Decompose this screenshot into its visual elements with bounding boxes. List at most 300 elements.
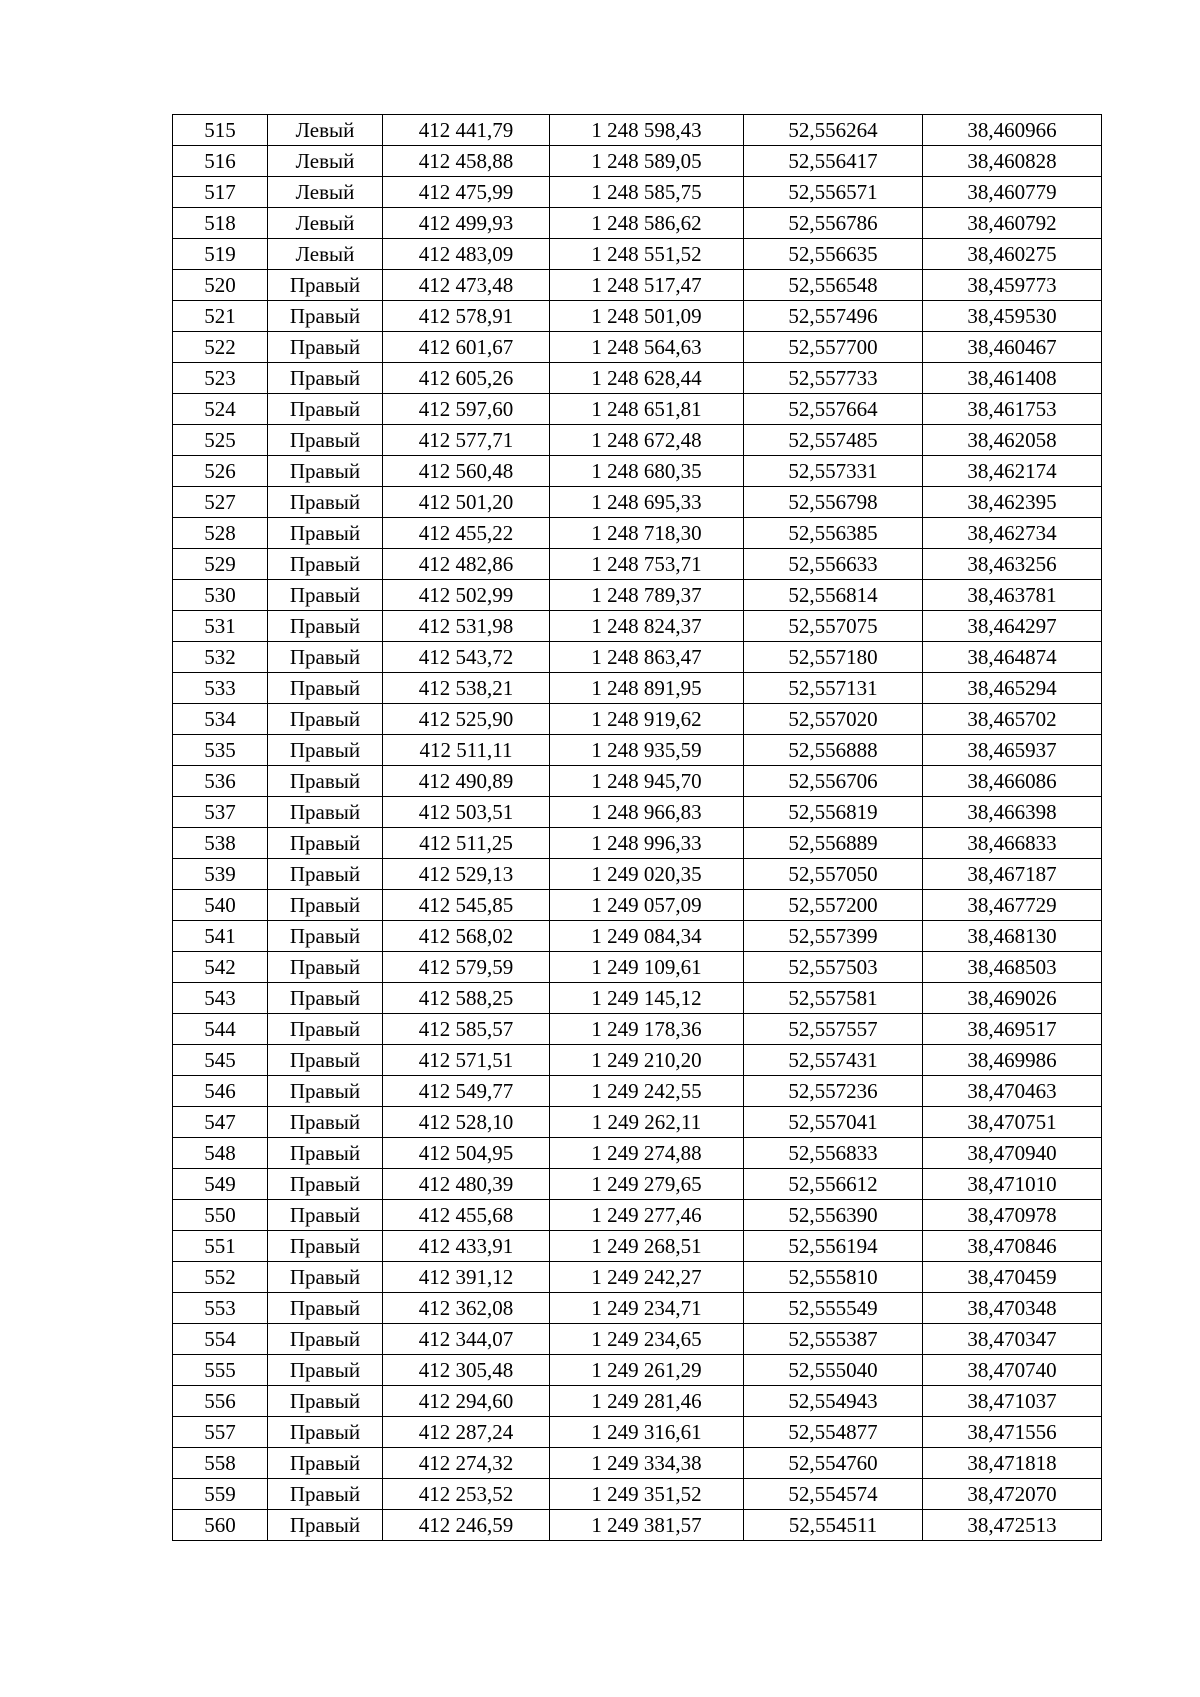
coord-y-cell: 1 249 109,61 xyxy=(550,952,744,983)
side-cell: Правый xyxy=(268,1169,383,1200)
table-row xyxy=(173,425,1102,456)
coord-y-cell: 1 249 274,88 xyxy=(550,1138,744,1169)
point-number-cell: 547 xyxy=(173,1107,268,1138)
longitude-cell: 38,469026 xyxy=(923,983,1102,1014)
side-cell: Правый xyxy=(268,425,383,456)
point-number-cell: 521 xyxy=(173,301,268,332)
table-row xyxy=(173,1324,1102,1355)
coord-x-cell: 412 601,67 xyxy=(383,332,550,363)
coord-x-cell: 412 473,48 xyxy=(383,270,550,301)
table-row xyxy=(173,642,1102,673)
side-cell: Правый xyxy=(268,1510,383,1541)
table-row xyxy=(173,580,1102,611)
longitude-cell: 38,472513 xyxy=(923,1510,1102,1541)
point-number-cell: 558 xyxy=(173,1448,268,1479)
table-row xyxy=(173,828,1102,859)
longitude-cell: 38,462734 xyxy=(923,518,1102,549)
side-cell: Правый xyxy=(268,611,383,642)
side-cell: Правый xyxy=(268,332,383,363)
coord-x-cell: 412 455,22 xyxy=(383,518,550,549)
point-number-cell: 515 xyxy=(173,115,268,146)
point-number-cell: 530 xyxy=(173,580,268,611)
coord-y-cell: 1 249 351,52 xyxy=(550,1479,744,1510)
latitude-cell: 52,556633 xyxy=(744,549,923,580)
point-number-cell: 541 xyxy=(173,921,268,952)
table-row xyxy=(173,332,1102,363)
latitude-cell: 52,557664 xyxy=(744,394,923,425)
point-number-cell: 516 xyxy=(173,146,268,177)
table-row xyxy=(173,1262,1102,1293)
point-number-cell: 551 xyxy=(173,1231,268,1262)
point-number-cell: 535 xyxy=(173,735,268,766)
coord-y-cell: 1 249 281,46 xyxy=(550,1386,744,1417)
point-number-cell: 546 xyxy=(173,1076,268,1107)
latitude-cell: 52,556635 xyxy=(744,239,923,270)
side-cell: Правый xyxy=(268,1076,383,1107)
side-cell: Правый xyxy=(268,983,383,1014)
side-cell: Правый xyxy=(268,1107,383,1138)
latitude-cell: 52,556833 xyxy=(744,1138,923,1169)
latitude-cell: 52,554574 xyxy=(744,1479,923,1510)
table-row xyxy=(173,859,1102,890)
side-cell: Правый xyxy=(268,1417,383,1448)
coord-x-cell: 412 571,51 xyxy=(383,1045,550,1076)
longitude-cell: 38,461753 xyxy=(923,394,1102,425)
coord-y-cell: 1 248 966,83 xyxy=(550,797,744,828)
point-number-cell: 525 xyxy=(173,425,268,456)
longitude-cell: 38,471010 xyxy=(923,1169,1102,1200)
latitude-cell: 52,557503 xyxy=(744,952,923,983)
coord-x-cell: 412 246,59 xyxy=(383,1510,550,1541)
latitude-cell: 52,555040 xyxy=(744,1355,923,1386)
latitude-cell: 52,557496 xyxy=(744,301,923,332)
side-cell: Правый xyxy=(268,1200,383,1231)
side-cell: Левый xyxy=(268,208,383,239)
coord-x-cell: 412 531,98 xyxy=(383,611,550,642)
coord-y-cell: 1 249 268,51 xyxy=(550,1231,744,1262)
point-number-cell: 529 xyxy=(173,549,268,580)
table-row xyxy=(173,704,1102,735)
latitude-cell: 52,555549 xyxy=(744,1293,923,1324)
side-cell: Правый xyxy=(268,1293,383,1324)
coord-y-cell: 1 249 279,65 xyxy=(550,1169,744,1200)
longitude-cell: 38,470846 xyxy=(923,1231,1102,1262)
point-number-cell: 534 xyxy=(173,704,268,735)
coord-x-cell: 412 305,48 xyxy=(383,1355,550,1386)
table-row xyxy=(173,921,1102,952)
coord-y-cell: 1 249 242,55 xyxy=(550,1076,744,1107)
latitude-cell: 52,557431 xyxy=(744,1045,923,1076)
side-cell: Правый xyxy=(268,673,383,704)
coord-x-cell: 412 511,25 xyxy=(383,828,550,859)
side-cell: Правый xyxy=(268,828,383,859)
point-number-cell: 560 xyxy=(173,1510,268,1541)
point-number-cell: 524 xyxy=(173,394,268,425)
coord-x-cell: 412 502,99 xyxy=(383,580,550,611)
coord-y-cell: 1 249 210,20 xyxy=(550,1045,744,1076)
side-cell: Правый xyxy=(268,549,383,580)
coord-y-cell: 1 248 824,37 xyxy=(550,611,744,642)
table-row xyxy=(173,487,1102,518)
longitude-cell: 38,462058 xyxy=(923,425,1102,456)
coord-x-cell: 412 585,57 xyxy=(383,1014,550,1045)
latitude-cell: 52,557236 xyxy=(744,1076,923,1107)
coord-y-cell: 1 248 718,30 xyxy=(550,518,744,549)
side-cell: Правый xyxy=(268,1138,383,1169)
latitude-cell: 52,557700 xyxy=(744,332,923,363)
longitude-cell: 38,471556 xyxy=(923,1417,1102,1448)
latitude-cell: 52,556548 xyxy=(744,270,923,301)
coord-x-cell: 412 441,79 xyxy=(383,115,550,146)
longitude-cell: 38,470463 xyxy=(923,1076,1102,1107)
coordinates-table xyxy=(172,114,1102,1541)
table-row xyxy=(173,1138,1102,1169)
coord-y-cell: 1 248 672,48 xyxy=(550,425,744,456)
longitude-cell: 38,460467 xyxy=(923,332,1102,363)
point-number-cell: 536 xyxy=(173,766,268,797)
coord-x-cell: 412 511,11 xyxy=(383,735,550,766)
coord-x-cell: 412 578,91 xyxy=(383,301,550,332)
side-cell: Правый xyxy=(268,890,383,921)
point-number-cell: 554 xyxy=(173,1324,268,1355)
longitude-cell: 38,464297 xyxy=(923,611,1102,642)
coord-y-cell: 1 249 234,71 xyxy=(550,1293,744,1324)
side-cell: Правый xyxy=(268,766,383,797)
latitude-cell: 52,556194 xyxy=(744,1231,923,1262)
coord-x-cell: 412 525,90 xyxy=(383,704,550,735)
side-cell: Правый xyxy=(268,1355,383,1386)
point-number-cell: 555 xyxy=(173,1355,268,1386)
point-number-cell: 556 xyxy=(173,1386,268,1417)
coord-x-cell: 412 344,07 xyxy=(383,1324,550,1355)
coord-x-cell: 412 455,68 xyxy=(383,1200,550,1231)
longitude-cell: 38,463256 xyxy=(923,549,1102,580)
side-cell: Правый xyxy=(268,1262,383,1293)
table-row xyxy=(173,1479,1102,1510)
point-number-cell: 553 xyxy=(173,1293,268,1324)
coord-x-cell: 412 294,60 xyxy=(383,1386,550,1417)
coord-x-cell: 412 545,85 xyxy=(383,890,550,921)
point-number-cell: 550 xyxy=(173,1200,268,1231)
coord-y-cell: 1 249 057,09 xyxy=(550,890,744,921)
side-cell: Правый xyxy=(268,1386,383,1417)
point-number-cell: 520 xyxy=(173,270,268,301)
latitude-cell: 52,557581 xyxy=(744,983,923,1014)
coord-y-cell: 1 248 589,05 xyxy=(550,146,744,177)
coord-y-cell: 1 249 084,34 xyxy=(550,921,744,952)
table-row xyxy=(173,456,1102,487)
side-cell: Правый xyxy=(268,301,383,332)
table-row xyxy=(173,239,1102,270)
latitude-cell: 52,556612 xyxy=(744,1169,923,1200)
table-row xyxy=(173,518,1102,549)
point-number-cell: 533 xyxy=(173,673,268,704)
point-number-cell: 522 xyxy=(173,332,268,363)
coord-y-cell: 1 248 996,33 xyxy=(550,828,744,859)
latitude-cell: 52,554760 xyxy=(744,1448,923,1479)
table-row xyxy=(173,1510,1102,1541)
table-row xyxy=(173,1200,1102,1231)
coord-x-cell: 412 549,77 xyxy=(383,1076,550,1107)
table-row xyxy=(173,673,1102,704)
point-number-cell: 548 xyxy=(173,1138,268,1169)
table-row xyxy=(173,363,1102,394)
latitude-cell: 52,554511 xyxy=(744,1510,923,1541)
latitude-cell: 52,555810 xyxy=(744,1262,923,1293)
coord-x-cell: 412 605,26 xyxy=(383,363,550,394)
coord-y-cell: 1 249 277,46 xyxy=(550,1200,744,1231)
coord-y-cell: 1 248 517,47 xyxy=(550,270,744,301)
point-number-cell: 531 xyxy=(173,611,268,642)
side-cell: Правый xyxy=(268,363,383,394)
table-row xyxy=(173,1293,1102,1324)
point-number-cell: 557 xyxy=(173,1417,268,1448)
longitude-cell: 38,468130 xyxy=(923,921,1102,952)
coord-x-cell: 412 362,08 xyxy=(383,1293,550,1324)
coord-x-cell: 412 480,39 xyxy=(383,1169,550,1200)
coord-x-cell: 412 504,95 xyxy=(383,1138,550,1169)
table-row xyxy=(173,1045,1102,1076)
coord-x-cell: 412 577,71 xyxy=(383,425,550,456)
coord-y-cell: 1 248 695,33 xyxy=(550,487,744,518)
longitude-cell: 38,461408 xyxy=(923,363,1102,394)
longitude-cell: 38,462395 xyxy=(923,487,1102,518)
coord-y-cell: 1 249 178,36 xyxy=(550,1014,744,1045)
table-row xyxy=(173,549,1102,580)
side-cell: Правый xyxy=(268,1045,383,1076)
longitude-cell: 38,462174 xyxy=(923,456,1102,487)
coord-x-cell: 412 458,88 xyxy=(383,146,550,177)
coord-x-cell: 412 490,89 xyxy=(383,766,550,797)
table-row xyxy=(173,611,1102,642)
coord-y-cell: 1 248 753,71 xyxy=(550,549,744,580)
point-number-cell: 543 xyxy=(173,983,268,1014)
side-cell: Правый xyxy=(268,735,383,766)
point-number-cell: 518 xyxy=(173,208,268,239)
longitude-cell: 38,469517 xyxy=(923,1014,1102,1045)
coord-x-cell: 412 391,12 xyxy=(383,1262,550,1293)
point-number-cell: 545 xyxy=(173,1045,268,1076)
side-cell: Правый xyxy=(268,642,383,673)
side-cell: Правый xyxy=(268,859,383,890)
latitude-cell: 52,556819 xyxy=(744,797,923,828)
latitude-cell: 52,556786 xyxy=(744,208,923,239)
point-number-cell: 532 xyxy=(173,642,268,673)
coord-y-cell: 1 249 242,27 xyxy=(550,1262,744,1293)
latitude-cell: 52,556417 xyxy=(744,146,923,177)
latitude-cell: 52,557485 xyxy=(744,425,923,456)
longitude-cell: 38,466398 xyxy=(923,797,1102,828)
side-cell: Правый xyxy=(268,704,383,735)
coord-y-cell: 1 248 891,95 xyxy=(550,673,744,704)
coord-x-cell: 412 543,72 xyxy=(383,642,550,673)
latitude-cell: 52,557131 xyxy=(744,673,923,704)
side-cell: Левый xyxy=(268,146,383,177)
longitude-cell: 38,459773 xyxy=(923,270,1102,301)
latitude-cell: 52,555387 xyxy=(744,1324,923,1355)
table-row xyxy=(173,208,1102,239)
coord-y-cell: 1 248 863,47 xyxy=(550,642,744,673)
latitude-cell: 52,557733 xyxy=(744,363,923,394)
coord-x-cell: 412 501,20 xyxy=(383,487,550,518)
point-number-cell: 540 xyxy=(173,890,268,921)
table-row xyxy=(173,890,1102,921)
longitude-cell: 38,470978 xyxy=(923,1200,1102,1231)
side-cell: Левый xyxy=(268,115,383,146)
table-row xyxy=(173,1014,1102,1045)
side-cell: Правый xyxy=(268,1448,383,1479)
point-number-cell: 538 xyxy=(173,828,268,859)
coord-x-cell: 412 483,09 xyxy=(383,239,550,270)
side-cell: Правый xyxy=(268,394,383,425)
longitude-cell: 38,463781 xyxy=(923,580,1102,611)
longitude-cell: 38,472070 xyxy=(923,1479,1102,1510)
coord-x-cell: 412 568,02 xyxy=(383,921,550,952)
coord-x-cell: 412 482,86 xyxy=(383,549,550,580)
latitude-cell: 52,557180 xyxy=(744,642,923,673)
coord-y-cell: 1 248 501,09 xyxy=(550,301,744,332)
latitude-cell: 52,554943 xyxy=(744,1386,923,1417)
point-number-cell: 523 xyxy=(173,363,268,394)
side-cell: Правый xyxy=(268,921,383,952)
latitude-cell: 52,557050 xyxy=(744,859,923,890)
latitude-cell: 52,556814 xyxy=(744,580,923,611)
table-row xyxy=(173,115,1102,146)
coord-y-cell: 1 248 935,59 xyxy=(550,735,744,766)
longitude-cell: 38,460779 xyxy=(923,177,1102,208)
table-row xyxy=(173,1076,1102,1107)
table-row xyxy=(173,177,1102,208)
side-cell: Правый xyxy=(268,518,383,549)
longitude-cell: 38,471037 xyxy=(923,1386,1102,1417)
coord-x-cell: 412 597,60 xyxy=(383,394,550,425)
coord-y-cell: 1 249 381,57 xyxy=(550,1510,744,1541)
latitude-cell: 52,556888 xyxy=(744,735,923,766)
side-cell: Правый xyxy=(268,487,383,518)
point-number-cell: 539 xyxy=(173,859,268,890)
side-cell: Левый xyxy=(268,177,383,208)
longitude-cell: 38,470740 xyxy=(923,1355,1102,1386)
longitude-cell: 38,464874 xyxy=(923,642,1102,673)
latitude-cell: 52,557557 xyxy=(744,1014,923,1045)
side-cell: Правый xyxy=(268,1479,383,1510)
longitude-cell: 38,460275 xyxy=(923,239,1102,270)
side-cell: Правый xyxy=(268,270,383,301)
longitude-cell: 38,470348 xyxy=(923,1293,1102,1324)
coord-y-cell: 1 249 316,61 xyxy=(550,1417,744,1448)
side-cell: Правый xyxy=(268,456,383,487)
point-number-cell: 544 xyxy=(173,1014,268,1045)
latitude-cell: 52,556571 xyxy=(744,177,923,208)
coord-y-cell: 1 248 564,63 xyxy=(550,332,744,363)
longitude-cell: 38,465702 xyxy=(923,704,1102,735)
coord-y-cell: 1 248 628,44 xyxy=(550,363,744,394)
coord-y-cell: 1 248 945,70 xyxy=(550,766,744,797)
table-row xyxy=(173,952,1102,983)
coord-x-cell: 412 528,10 xyxy=(383,1107,550,1138)
longitude-cell: 38,459530 xyxy=(923,301,1102,332)
side-cell: Правый xyxy=(268,1324,383,1355)
coord-x-cell: 412 560,48 xyxy=(383,456,550,487)
coord-y-cell: 1 248 680,35 xyxy=(550,456,744,487)
point-number-cell: 517 xyxy=(173,177,268,208)
longitude-cell: 38,471818 xyxy=(923,1448,1102,1479)
table-row xyxy=(173,766,1102,797)
coord-x-cell: 412 538,21 xyxy=(383,673,550,704)
table-row xyxy=(173,1386,1102,1417)
coord-y-cell: 1 248 585,75 xyxy=(550,177,744,208)
longitude-cell: 38,470940 xyxy=(923,1138,1102,1169)
side-cell: Правый xyxy=(268,797,383,828)
longitude-cell: 38,465937 xyxy=(923,735,1102,766)
side-cell: Правый xyxy=(268,1231,383,1262)
latitude-cell: 52,556385 xyxy=(744,518,923,549)
coord-y-cell: 1 248 598,43 xyxy=(550,115,744,146)
coord-y-cell: 1 249 262,11 xyxy=(550,1107,744,1138)
table-row xyxy=(173,983,1102,1014)
table-row xyxy=(173,146,1102,177)
longitude-cell: 38,460792 xyxy=(923,208,1102,239)
table-row xyxy=(173,1448,1102,1479)
coord-x-cell: 412 274,32 xyxy=(383,1448,550,1479)
coordinates-table-body xyxy=(173,115,1102,1541)
point-number-cell: 526 xyxy=(173,456,268,487)
table-row xyxy=(173,270,1102,301)
latitude-cell: 52,557041 xyxy=(744,1107,923,1138)
latitude-cell: 52,556390 xyxy=(744,1200,923,1231)
coord-x-cell: 412 503,51 xyxy=(383,797,550,828)
latitude-cell: 52,557399 xyxy=(744,921,923,952)
longitude-cell: 38,465294 xyxy=(923,673,1102,704)
point-number-cell: 559 xyxy=(173,1479,268,1510)
table-row xyxy=(173,394,1102,425)
longitude-cell: 38,470751 xyxy=(923,1107,1102,1138)
coord-y-cell: 1 248 651,81 xyxy=(550,394,744,425)
table-row xyxy=(173,301,1102,332)
point-number-cell: 552 xyxy=(173,1262,268,1293)
coord-y-cell: 1 249 234,65 xyxy=(550,1324,744,1355)
latitude-cell: 52,557200 xyxy=(744,890,923,921)
coord-x-cell: 412 287,24 xyxy=(383,1417,550,1448)
coord-y-cell: 1 249 145,12 xyxy=(550,983,744,1014)
coord-x-cell: 412 475,99 xyxy=(383,177,550,208)
latitude-cell: 52,556706 xyxy=(744,766,923,797)
point-number-cell: 527 xyxy=(173,487,268,518)
table-row xyxy=(173,797,1102,828)
longitude-cell: 38,467729 xyxy=(923,890,1102,921)
table-row xyxy=(173,1107,1102,1138)
longitude-cell: 38,466833 xyxy=(923,828,1102,859)
latitude-cell: 52,556798 xyxy=(744,487,923,518)
longitude-cell: 38,470459 xyxy=(923,1262,1102,1293)
point-number-cell: 519 xyxy=(173,239,268,270)
coord-x-cell: 412 499,93 xyxy=(383,208,550,239)
coord-x-cell: 412 579,59 xyxy=(383,952,550,983)
latitude-cell: 52,556264 xyxy=(744,115,923,146)
table-row xyxy=(173,735,1102,766)
coord-y-cell: 1 249 020,35 xyxy=(550,859,744,890)
longitude-cell: 38,460828 xyxy=(923,146,1102,177)
table-row xyxy=(173,1231,1102,1262)
point-number-cell: 542 xyxy=(173,952,268,983)
side-cell: Правый xyxy=(268,580,383,611)
longitude-cell: 38,468503 xyxy=(923,952,1102,983)
point-number-cell: 528 xyxy=(173,518,268,549)
longitude-cell: 38,467187 xyxy=(923,859,1102,890)
coord-y-cell: 1 248 789,37 xyxy=(550,580,744,611)
latitude-cell: 52,554877 xyxy=(744,1417,923,1448)
coord-y-cell: 1 249 261,29 xyxy=(550,1355,744,1386)
